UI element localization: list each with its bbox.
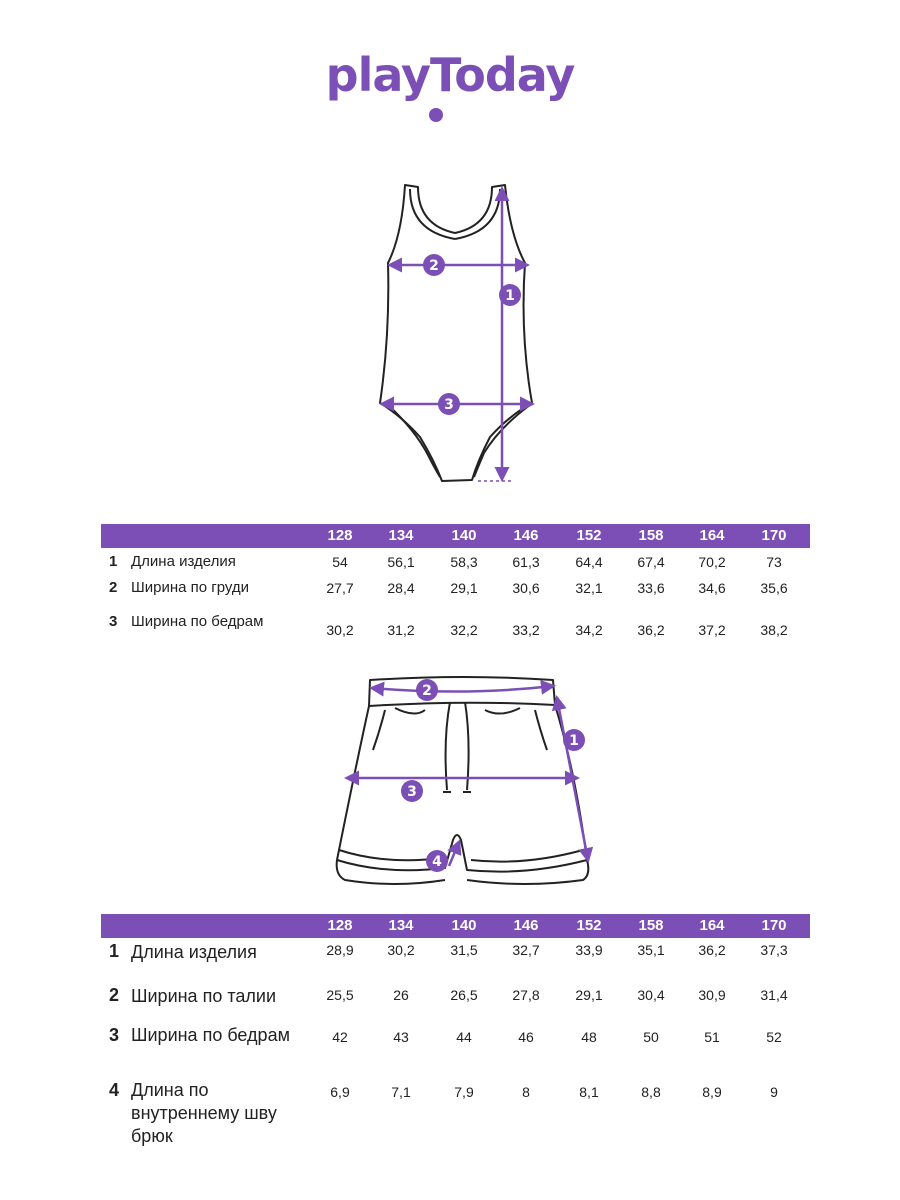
cell-value: 6,9	[330, 1084, 350, 1100]
logo-dot	[429, 108, 443, 122]
size-header: 152	[576, 917, 602, 934]
size-header: 152	[576, 527, 602, 544]
cell-value: 30,4	[637, 987, 665, 1003]
cell-value: 30,2	[387, 942, 415, 958]
size-header: 146	[513, 527, 539, 544]
size-header: 140	[451, 917, 477, 934]
swimsuit-marker-2	[423, 254, 445, 276]
cell-value: 38,2	[760, 622, 788, 638]
cell-value: 51	[704, 1029, 720, 1045]
cell-value: 33,6	[637, 580, 665, 596]
shorts-marker-3	[401, 780, 423, 802]
cell-value: 52	[766, 1029, 782, 1045]
cell-value: 25,5	[326, 987, 354, 1003]
row-number: 1	[109, 941, 120, 961]
svg-text:1: 1	[505, 288, 515, 304]
swimsuit-outline	[380, 185, 532, 481]
cell-value: 61,3	[512, 554, 540, 570]
cell-value: 35,6	[760, 580, 788, 596]
cell-value: 31,5	[450, 942, 478, 958]
swimsuit-size-table	[101, 524, 810, 649]
cell-value: 43	[393, 1029, 409, 1045]
size-header: 170	[761, 917, 787, 934]
row-label: Длина изделия	[131, 553, 236, 570]
cell-value: 8,9	[702, 1084, 722, 1100]
cell-value: 58,3	[450, 554, 478, 570]
size-header: 164	[699, 917, 725, 934]
svg-text:3: 3	[407, 784, 417, 800]
cell-value: 64,4	[575, 554, 603, 570]
cell-value: 26	[393, 987, 409, 1003]
row-label: Длина по внутреннему шву брюк	[131, 1080, 277, 1146]
row-label: Ширина по бедрам	[131, 1025, 290, 1045]
size-header: 164	[699, 527, 725, 544]
shorts-size-table	[101, 914, 810, 1164]
cell-value: 30,9	[698, 987, 726, 1003]
waist-width-arrow	[372, 686, 553, 692]
row-label: Ширина по бедрам	[131, 613, 264, 630]
row-label: Длина изделия	[131, 942, 257, 962]
cell-value: 54	[332, 554, 348, 570]
size-header: 128	[327, 917, 353, 934]
cell-value: 30,6	[512, 580, 540, 596]
svg-text:2: 2	[422, 683, 432, 699]
swimsuit-marker-1	[499, 284, 521, 306]
cell-value: 36,2	[698, 942, 726, 958]
row-number: 1	[109, 553, 118, 570]
cell-value: 31,2	[387, 622, 415, 638]
size-header: 158	[638, 917, 664, 934]
swimsuit-drawing	[360, 175, 550, 495]
cell-value: 7,1	[391, 1084, 411, 1100]
cell-value: 30,2	[326, 622, 354, 638]
cell-value: 50	[643, 1029, 659, 1045]
brand-logo: playToday	[325, 48, 575, 102]
shorts-marker-4	[426, 850, 448, 872]
cell-value: 29,1	[450, 580, 478, 596]
cell-value: 29,1	[575, 987, 603, 1003]
cell-value: 7,9	[454, 1084, 474, 1100]
size-header: 134	[388, 527, 414, 544]
svg-text:2: 2	[429, 258, 439, 274]
row-number: 4	[109, 1080, 120, 1100]
cell-value: 33,2	[512, 622, 540, 638]
shorts-table-header	[101, 914, 810, 938]
size-header: 128	[327, 527, 353, 544]
cell-value: 35,1	[637, 942, 665, 958]
size-header: 146	[513, 917, 539, 934]
cell-value: 70,2	[698, 554, 726, 570]
cell-value: 33,9	[575, 942, 603, 958]
swimsuit-table-header	[101, 524, 810, 548]
cell-value: 46	[518, 1029, 534, 1045]
row-number: 2	[109, 985, 120, 1005]
row-number: 3	[109, 613, 118, 630]
cell-value: 32,2	[450, 622, 478, 638]
cell-value: 34,6	[698, 580, 726, 596]
cell-value: 56,1	[387, 554, 415, 570]
svg-text:3: 3	[444, 397, 454, 413]
size-header: 170	[761, 527, 787, 544]
cell-value: 27,7	[326, 580, 354, 596]
swimsuit-marker-3	[438, 393, 460, 415]
shorts-marker-1	[563, 729, 585, 751]
cell-value: 9	[770, 1084, 778, 1100]
cell-value: 26,5	[450, 987, 478, 1003]
row-label: Ширина по талии	[131, 986, 276, 1006]
cell-value: 67,4	[637, 554, 665, 570]
size-header: 134	[388, 917, 414, 934]
size-header: 140	[451, 527, 477, 544]
shorts-outline	[337, 677, 589, 884]
row-label: Ширина по груди	[131, 579, 250, 596]
cell-value: 48	[581, 1029, 597, 1045]
cell-value: 32,7	[512, 942, 540, 958]
cell-value: 28,4	[387, 580, 415, 596]
cell-value: 37,2	[698, 622, 726, 638]
cell-value: 44	[456, 1029, 472, 1045]
svg-text:4: 4	[432, 854, 442, 870]
cell-value: 37,3	[760, 942, 788, 958]
cell-value: 27,8	[512, 987, 540, 1003]
row-number: 3	[109, 1025, 120, 1045]
cell-value: 36,2	[637, 622, 665, 638]
cell-value: 8,8	[641, 1084, 661, 1100]
cell-value: 42	[332, 1029, 348, 1045]
cell-value: 8,1	[579, 1084, 599, 1100]
cell-value: 32,1	[575, 580, 603, 596]
cell-value: 73	[766, 554, 782, 570]
cell-value: 31,4	[760, 987, 788, 1003]
cell-value: 28,9	[326, 942, 354, 958]
size-header: 158	[638, 527, 664, 544]
cell-value: 34,2	[575, 622, 603, 638]
svg-text:1: 1	[569, 733, 579, 749]
row-number: 2	[109, 579, 118, 596]
cell-value: 8	[522, 1084, 530, 1100]
shorts-drawing	[325, 670, 605, 900]
shorts-marker-2	[416, 679, 438, 701]
